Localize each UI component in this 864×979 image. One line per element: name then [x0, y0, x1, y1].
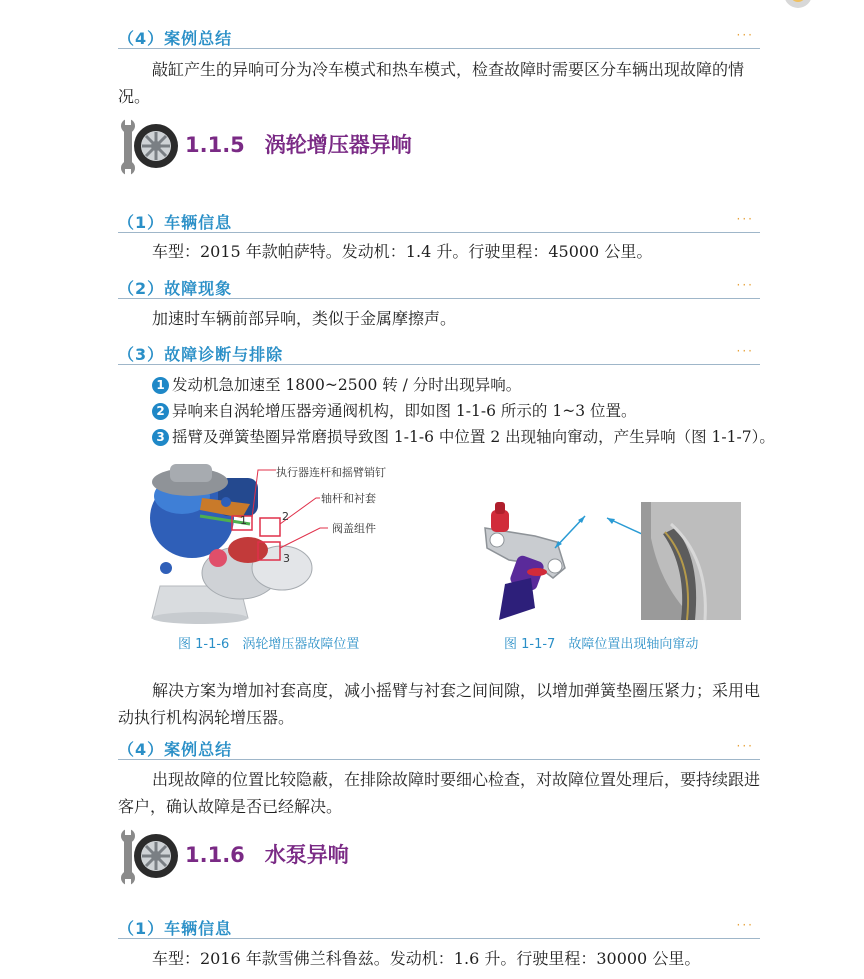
section-label: （2）故障现象: [118, 279, 233, 298]
section-header-vehicle-info-2: [118, 916, 760, 939]
axial-play-figure: [465, 498, 765, 626]
section-dots: ···: [736, 28, 754, 42]
section-header-vehicle-info: [118, 210, 760, 233]
section-header-symptom: [118, 276, 760, 299]
wrench-wheel-icon: [118, 118, 182, 176]
step-text: 发动机急加速至 1800~2500 转 / 分时出现异响。: [172, 376, 522, 394]
diagnosis-step: [152, 399, 636, 421]
callout-label: 阀盖组件: [332, 522, 376, 535]
step-number-badge: 1: [152, 377, 169, 394]
figure-caption: 图 1-1-6 涡轮增压器故障位置: [178, 637, 360, 652]
turbocharger-figure: [130, 458, 400, 630]
paragraph-summary: 出现故障的位置比较隐蔽，在排除故障时要细心检查，对故障位置处理后，要持续跟进客户，确认故障是否已经解决。: [118, 770, 761, 816]
callout-label: 执行器连杆和摇臂销钉: [276, 466, 386, 479]
chapter-heading-1-1-6: [118, 828, 518, 888]
paragraph-vehicle-info-2: 车型：2016 年款雪佛兰科鲁兹。发动机：1.6 升。行驶里程：30000 公里。: [152, 949, 701, 968]
section-header-diagnosis: [118, 342, 760, 365]
section-header-summary: [118, 737, 760, 760]
section-dots: ···: [736, 918, 754, 932]
paragraph-vehicle-info: 车型：2015 年款帕萨特。发动机：1.4 升。行驶里程：45000 公里。: [152, 242, 653, 261]
paragraph-solution: 解决方案为增加衬套高度，减小摇臂与衬套之间间隙，以增加弹簧垫圈压紧力；采用电动执行机构涡轮增压器。: [118, 681, 761, 727]
step-text: 异响来自涡轮增压器旁通阀机构，即如图 1-1-6 所示的 1~3 位置。: [172, 402, 637, 420]
step-text: 摇臂及弹簧垫圈异常磨损导致图 1-1-6 中位置 2 出现轴向窜动，产生异响（图 1-1-7）。: [172, 428, 775, 446]
callout-label: 轴杆和衬套: [321, 492, 376, 505]
chapter-title-text: 涡轮增压器异响: [264, 133, 412, 157]
section-dots: ···: [736, 344, 754, 358]
diagnosis-step: [152, 373, 521, 395]
section-label: （4）案例总结: [118, 740, 233, 759]
figure-marker: 3: [283, 552, 290, 565]
section-header-prev-summary: [118, 26, 760, 49]
step-number-badge: 3: [152, 429, 169, 446]
figure-marker: 2: [282, 510, 289, 523]
chapter-heading-1-1-5: [118, 118, 518, 178]
section-label: （4）案例总结: [118, 29, 233, 48]
wrench-wheel-icon: [118, 828, 182, 886]
section-dots: ···: [736, 739, 754, 753]
chapter-title: [185, 839, 349, 869]
section-dots: ···: [736, 212, 754, 226]
section-label: （3）故障诊断与排除: [118, 345, 284, 364]
section-label: （1）车辆信息: [118, 213, 233, 232]
section-label: （1）车辆信息: [118, 919, 233, 938]
section-dots: ···: [736, 278, 754, 292]
paragraph-symptom: 加速时车辆前部异响，类似于金属摩擦声。: [152, 309, 457, 328]
step-number-badge: 2: [152, 403, 169, 420]
paragraph-prev-summary: 敲缸产生的异响可分为冷车模式和热车模式，检查故障时需要区分车辆出现故障的情况。: [118, 60, 745, 106]
figure-marker: 1: [240, 514, 247, 527]
chapter-title: [185, 129, 412, 159]
chapter-title-text: 水泵异响: [264, 843, 349, 867]
figure-caption: 图 1-1-7 故障位置出现轴向窜动: [504, 637, 699, 652]
chapter-number: 1.1.6: [185, 843, 245, 867]
diagnosis-step: [152, 425, 775, 447]
chapter-number: 1.1.5: [185, 133, 245, 157]
corner-gear-icon: [778, 0, 818, 12]
